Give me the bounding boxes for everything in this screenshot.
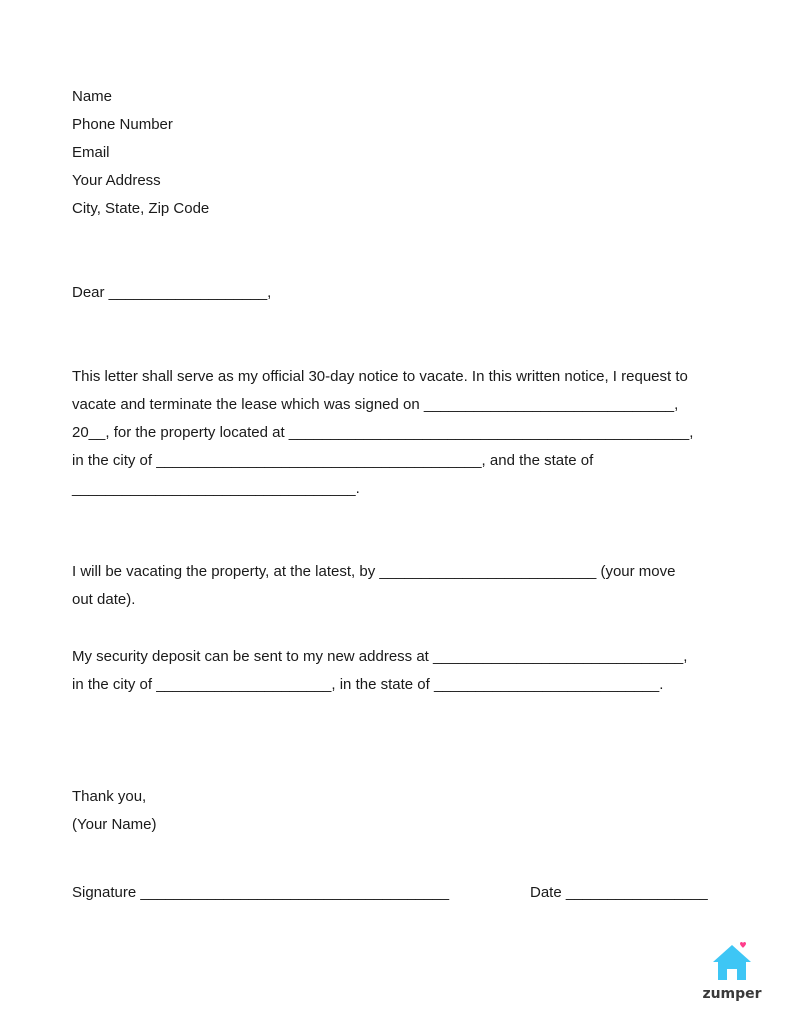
paragraph3-line1: My security deposit can be sent to my new address at ______________________________, <box>72 648 688 665</box>
logo-text: zumper <box>702 986 762 1002</box>
house-icon <box>710 940 754 984</box>
closing-thanks: Thank you, <box>72 788 147 805</box>
paragraph2-line1: I will be vacating the property, at the latest, by __________________________ (your move <box>72 563 676 580</box>
paragraph3-line2: in the city of _____________________, in the state of ___________________________. <box>72 676 664 693</box>
paragraph1-line4: in the city of _______________________________________, and the state of <box>72 452 594 469</box>
paragraph1-line1: This letter shall serve as my official 30-day notice to vacate. In this written notice, I request to <box>72 368 688 385</box>
paragraph2-line2: out date). <box>72 591 136 608</box>
sender-phone: Phone Number <box>72 116 173 133</box>
date-line: Date _________________ <box>530 884 708 901</box>
sender-city-state-zip: City, State, Zip Code <box>72 200 210 217</box>
paragraph1-line3: 20__, for the property located at ________________________________________________, <box>72 424 694 441</box>
sender-name: Name <box>72 88 113 105</box>
sender-address: Your Address <box>72 172 161 189</box>
sender-email: Email <box>72 144 110 161</box>
closing-name: (Your Name) <box>72 816 157 833</box>
paragraph1-line2: vacate and terminate the lease which was signed on ______________________________, <box>72 396 679 413</box>
signature-line: Signature _____________________________________ <box>72 884 450 901</box>
heart-icon <box>740 942 746 948</box>
greeting: Dear ___________________, <box>72 284 272 301</box>
zumper-logo <box>700 940 764 1006</box>
paragraph1-line5: __________________________________. <box>72 480 360 497</box>
